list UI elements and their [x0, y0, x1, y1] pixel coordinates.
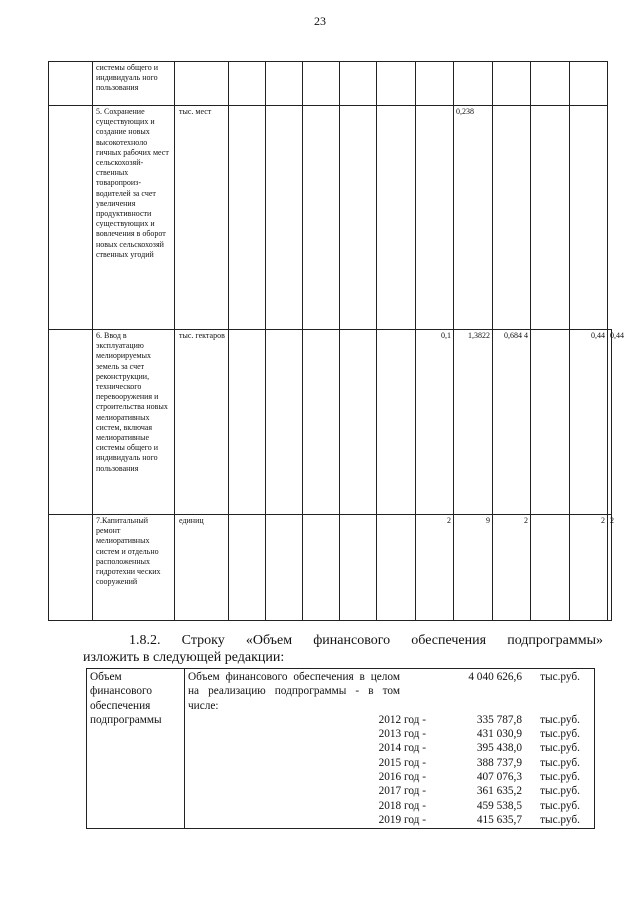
table-cell: [303, 515, 340, 621]
indicator-name: 6. Ввод в эксплуатацию мелиорируемых земель за счет реконструкции, технического перевооружения и строительства новых мелиоративных систем, включая мелиоративные системы общего и индивидуаль ного пользования: [93, 330, 175, 515]
indicator-unit: единиц: [175, 515, 229, 621]
page-number: 23: [314, 14, 326, 28]
year-row: [188, 741, 591, 755]
year-row: [188, 770, 591, 784]
table-cell: [531, 330, 570, 515]
finance-details: [185, 669, 595, 829]
year-row: [188, 713, 591, 727]
table-cell: [229, 106, 266, 330]
year-amount: 361 635,2: [476, 785, 522, 798]
table-row: [87, 669, 595, 829]
table-cell: 0,684 4: [493, 330, 531, 515]
table-cell: 1,3822: [454, 330, 493, 515]
year-unit: тыс.руб.: [540, 742, 580, 755]
table-cell: 0,238: [454, 106, 493, 330]
table-cell: [377, 515, 416, 621]
table-cell: [303, 62, 340, 106]
table-cell: 2: [608, 515, 612, 621]
table-cell: [416, 62, 454, 106]
year-unit: тыс.руб.: [540, 728, 580, 741]
table-cell: [303, 106, 340, 330]
table-cell: 0,44: [608, 330, 612, 515]
year-amount: 431 030,9: [476, 728, 522, 741]
indicator-name: 7.Капитальный ремонт мелиоративных систем и отдельно расположенных гидротехни ческих сооружений: [93, 515, 175, 621]
year-amount: 407 076,3: [476, 771, 522, 784]
table-cell: [266, 62, 303, 106]
paragraph-line: изложить в следующей редакции:: [83, 650, 285, 665]
table-cell: 0,44: [570, 330, 608, 515]
year-unit: тыс.руб.: [540, 785, 580, 798]
year-unit: тыс.руб.: [540, 771, 580, 784]
table-cell: [266, 515, 303, 621]
year-amount: 335 787,8: [476, 713, 522, 726]
table-row: [49, 330, 612, 515]
year-unit: тыс.руб.: [540, 813, 580, 826]
year-label: 2014 год -: [378, 742, 426, 755]
year-row: [188, 784, 591, 798]
table-cell: 0,1: [416, 330, 454, 515]
indicator-unit: тыс. гектаров: [175, 330, 229, 515]
year-label: 2017 год -: [378, 785, 426, 798]
finance-table: [86, 668, 595, 829]
year-amount: 415 635,7: [476, 813, 522, 826]
finance-total-unit: тыс.руб.: [540, 671, 580, 683]
table-cell: [49, 330, 93, 515]
table-row: [49, 515, 612, 621]
finance-total-block: [188, 670, 591, 713]
indicator-unit: [175, 62, 229, 106]
table-cell: [531, 62, 570, 106]
table-cell: [377, 62, 416, 106]
table-cell: [570, 106, 608, 330]
table-cell: [49, 106, 93, 330]
year-row: [188, 799, 591, 813]
table-cell: [340, 106, 377, 330]
table-cell: [493, 106, 531, 330]
year-row: [188, 727, 591, 741]
year-row: [188, 813, 591, 827]
indicator-unit: тыс. мест: [175, 106, 229, 330]
finance-label: Объем финансового обеспечения подпрограммы: [87, 669, 185, 829]
year-row: [188, 756, 591, 770]
year-amount: 459 538,5: [476, 799, 522, 812]
indicator-name: системы общего и индивидуаль ного пользования: [93, 62, 175, 106]
table-cell: [454, 62, 493, 106]
table-cell: [340, 515, 377, 621]
table-cell: [229, 515, 266, 621]
year-label: 2018 год -: [378, 799, 426, 812]
year-label: 2016 год -: [378, 771, 426, 784]
table-cell: 2: [416, 515, 454, 621]
finance-intro: Объем финансового обеспечения в целом на реализацию подпрограммы - в том числе:: [188, 671, 400, 712]
amendment-paragraph: [83, 632, 603, 666]
table-cell: [416, 106, 454, 330]
table-cell: [570, 62, 608, 106]
table-cell: [229, 62, 266, 106]
year-unit: тыс.руб.: [540, 799, 580, 812]
table-row: [49, 106, 612, 330]
table-cell: [266, 330, 303, 515]
year-label: 2019 год -: [378, 813, 426, 826]
table-cell: 2: [493, 515, 531, 621]
table-cell: [493, 62, 531, 106]
table-cell: [49, 62, 93, 106]
paragraph-line: 1.8.2. Строку «Объем финансового обеспечения подпрограммы»: [129, 633, 603, 648]
table-cell: [340, 330, 377, 515]
indicators-table: [48, 61, 624, 621]
year-amount: 395 438,0: [476, 742, 522, 755]
table-cell: 2: [570, 515, 608, 621]
table-row: [49, 62, 612, 106]
table-cell: [340, 62, 377, 106]
year-unit: тыс.руб.: [540, 756, 580, 769]
table-cell: [377, 330, 416, 515]
year-label: 2015 год -: [378, 756, 426, 769]
table-cell: [531, 106, 570, 330]
year-unit: тыс.руб.: [540, 713, 580, 726]
year-label: 2012 год -: [378, 713, 426, 726]
table-cell: [377, 106, 416, 330]
table-cell: [531, 515, 570, 621]
indicator-name: 5. Сохранение существующих и создание новых высокотехноло гичных рабочих мест сельскохозяй- ственных товаропроиз- водителей за счет увеличения продуктивности существующих и вовлечения в оборот новых сельскохозяй ственных угодий: [93, 106, 175, 330]
table-cell: [49, 515, 93, 621]
year-label: 2013 год -: [378, 728, 426, 741]
finance-total: 4 040 626,6: [468, 671, 522, 683]
table-cell: 9: [454, 515, 493, 621]
table-cell: [266, 106, 303, 330]
table-cell: [229, 330, 266, 515]
year-amount: 388 737,9: [476, 756, 522, 769]
table-cell: [303, 330, 340, 515]
